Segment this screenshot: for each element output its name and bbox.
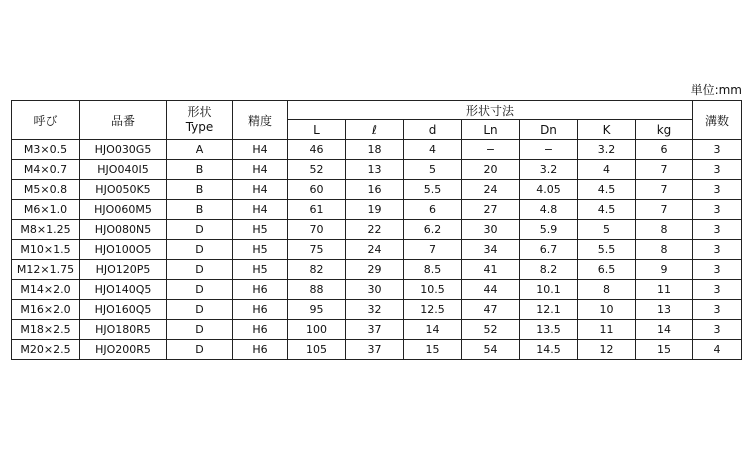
table-cell: 27 [462,200,520,220]
table-cell: 16 [346,180,404,200]
table-row [12,260,742,280]
table-cell: A [167,140,233,160]
table-cell: M10×1.5 [12,240,80,260]
table-cell: M20×2.5 [12,340,80,360]
header-dim-6: kg [636,120,693,140]
table-cell: 12.1 [520,300,578,320]
table-cell: 24 [462,180,520,200]
table-cell: D [167,240,233,260]
table-cell: 30 [346,280,404,300]
table-row [12,180,742,200]
header-dim-5: K [578,120,636,140]
table-cell: 4.05 [520,180,578,200]
table-cell: 4 [404,140,462,160]
table-row [12,220,742,240]
table-cell: 70 [288,220,346,240]
table-cell: 44 [462,280,520,300]
table-cell: 54 [462,340,520,360]
table-cell: 13.5 [520,320,578,340]
table-cell: 3 [693,320,742,340]
table-cell: 5.9 [520,220,578,240]
table-cell: 8 [636,220,693,240]
table-cell: B [167,180,233,200]
table-row [12,340,742,360]
table-cell: 60 [288,180,346,200]
header-dim-3: Ln [462,120,520,140]
table-cell: 3 [693,140,742,160]
table-cell: 7 [636,180,693,200]
table-cell: 6.5 [578,260,636,280]
table-row [12,300,742,320]
table-cell: D [167,300,233,320]
header-keijou-en: Type [185,120,214,134]
table-cell: HJO030G5 [80,140,167,160]
table-cell: H6 [233,300,288,320]
table-cell: M12×1.75 [12,260,80,280]
table-cell: M14×2.0 [12,280,80,300]
table-cell: HJO160Q5 [80,300,167,320]
table-cell: 20 [462,160,520,180]
table-cell: 10.5 [404,280,462,300]
table-cell: 6.7 [520,240,578,260]
table-cell: 3.2 [578,140,636,160]
table-cell: M16×2.0 [12,300,80,320]
table-cell: 13 [346,160,404,180]
table-cell: 3 [693,200,742,220]
table-cell: M3×0.5 [12,140,80,160]
table-cell: M8×1.25 [12,220,80,240]
table-cell: B [167,160,233,180]
header-keijou-ja: 形状 [187,105,212,119]
table-cell: 46 [288,140,346,160]
table-cell: 5.5 [578,240,636,260]
table-cell: 41 [462,260,520,280]
table-cell: D [167,280,233,300]
table-cell: 8 [636,240,693,260]
table-cell: 12 [578,340,636,360]
table-cell: 37 [346,340,404,360]
table-cell: B [167,200,233,220]
table-cell: 7 [404,240,462,260]
table-cell: 7 [636,200,693,220]
table-cell: HJO060M5 [80,200,167,220]
table-cell: 7 [636,160,693,180]
table-cell: 3 [693,220,742,240]
table-cell: 3 [693,180,742,200]
table-cell: H6 [233,320,288,340]
table-cell: H5 [233,240,288,260]
table-cell: 5.5 [404,180,462,200]
table-cell: HJO100O5 [80,240,167,260]
table-cell: 22 [346,220,404,240]
table-cell: 11 [578,320,636,340]
table-cell: H4 [233,140,288,160]
table-row [12,280,742,300]
table-cell: 34 [462,240,520,260]
table-cell: 4 [693,340,742,360]
table-cell: 6.2 [404,220,462,240]
table-cell: 4.5 [578,200,636,220]
table-cell: 30 [462,220,520,240]
table-cell: 15 [636,340,693,360]
table-row [12,200,742,220]
table-cell: 3 [693,280,742,300]
table-cell: 4.8 [520,200,578,220]
table-cell: 4.5 [578,180,636,200]
table-cell: 14 [404,320,462,340]
table-cell: D [167,220,233,240]
header-seido: 精度 [233,101,288,140]
table-cell: 19 [346,200,404,220]
table-cell: 9 [636,260,693,280]
table-cell: M6×1.0 [12,200,80,220]
table-cell: H5 [233,220,288,240]
header-dim-2: d [404,120,462,140]
table-cell: 11 [636,280,693,300]
table-cell: HJO120P5 [80,260,167,280]
table-cell: 100 [288,320,346,340]
table-cell: HJO050K5 [80,180,167,200]
table-cell: M4×0.7 [12,160,80,180]
header-keijou [167,101,233,140]
table-cell: 61 [288,200,346,220]
table-cell: M5×0.8 [12,180,80,200]
table-cell: 6 [636,140,693,160]
table-cell: D [167,340,233,360]
table-cell: 3.2 [520,160,578,180]
table-row [12,320,742,340]
header-yobi: 呼び [12,101,80,140]
table-cell: H6 [233,340,288,360]
table-cell: − [462,140,520,160]
table-cell: D [167,320,233,340]
table-row [12,240,742,260]
table-cell: 10.1 [520,280,578,300]
table-cell: 14.5 [520,340,578,360]
table-cell: 29 [346,260,404,280]
table-cell: 52 [288,160,346,180]
table-cell: 5 [578,220,636,240]
header-dim-4: Dn [520,120,578,140]
table-cell: 75 [288,240,346,260]
table-cell: M18×2.5 [12,320,80,340]
header-mizo: 溝数 [693,101,742,140]
table-cell: 10 [578,300,636,320]
table-cell: 24 [346,240,404,260]
table-cell: 14 [636,320,693,340]
table-cell: 18 [346,140,404,160]
table-cell: 3 [693,300,742,320]
table-cell: 37 [346,320,404,340]
table-row [12,160,742,180]
table-cell: 12.5 [404,300,462,320]
table-cell: HJO180R5 [80,320,167,340]
table-cell: 8 [578,280,636,300]
table-cell: 13 [636,300,693,320]
table-cell: HJO040I5 [80,160,167,180]
header-row-1 [12,101,742,120]
table-cell: H4 [233,160,288,180]
header-dim-0: L [288,120,346,140]
table-cell: 88 [288,280,346,300]
table-cell: HJO140Q5 [80,280,167,300]
table-cell: 4 [578,160,636,180]
table-cell: 105 [288,340,346,360]
table-cell: 8.5 [404,260,462,280]
table-cell: 8.2 [520,260,578,280]
table-cell: H4 [233,200,288,220]
table-cell: 5 [404,160,462,180]
table-cell: D [167,260,233,280]
table-cell: 3 [693,240,742,260]
table-cell: HJO200R5 [80,340,167,360]
table-cell: 15 [404,340,462,360]
table-body [12,140,742,360]
table-cell: − [520,140,578,160]
table-row [12,140,742,160]
table-cell: H4 [233,180,288,200]
header-dims: 形状寸法 [288,101,693,120]
table-cell: 6 [404,200,462,220]
table-cell: 3 [693,160,742,180]
table-cell: 3 [693,260,742,280]
table-cell: H5 [233,260,288,280]
spec-table [11,100,742,360]
header-dim-1: ℓ [346,120,404,140]
table-cell: 82 [288,260,346,280]
table-cell: H6 [233,280,288,300]
unit-label: 単位:mm [690,83,742,97]
table-cell: 95 [288,300,346,320]
table-cell: HJO080N5 [80,220,167,240]
table-cell: 52 [462,320,520,340]
header-hinban: 品番 [80,101,167,140]
table-cell: 47 [462,300,520,320]
table-cell: 32 [346,300,404,320]
